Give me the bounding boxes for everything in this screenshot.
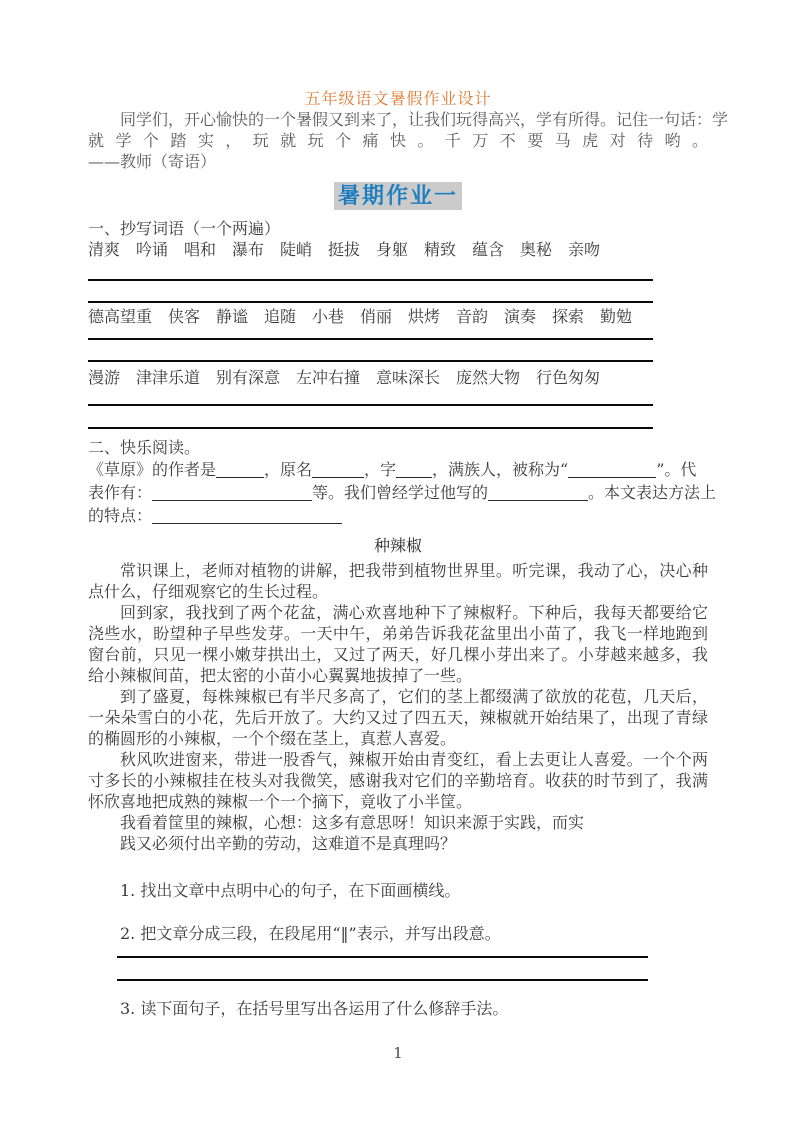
teacher-message-line-1: 同学们，开心愉快的一个暑假又到来了，让我们玩得高兴，学有所得。记住一句话：学 [120,110,729,129]
writing-line [88,281,653,303]
fill-line-3 [88,504,708,527]
blank-line [568,461,656,478]
page-number: 1 [393,1044,403,1062]
fill-text: 。本文表达方法上 [588,483,717,502]
blank-line [312,461,364,478]
part2-heading: 二、快乐阅读。 [88,438,201,457]
story-paragraph-4: 秋风吹进窗来，带进一股香气，辣椒开始由青变红，看上去更让人喜爱。一个个两寸多长的小辣椒挂在枝头对我微笑，感谢我对它们的辛勤培育。收获的时节到了，我满怀欣喜地把成熟的辣椒一个一个摘下，竟收了小半筐。 [88,750,708,811]
story-paragraph-1: 常识课上，老师对植物的讲解，把我带到植物世界里。听完课，我动了心，决心种点什么，仔细观察它的生长过程。 [88,561,708,601]
fill-text: 等。我们曾经学过他写的 [312,483,489,502]
section-heading-wrap [88,182,708,210]
blank-line [152,484,312,501]
writing-line [88,340,653,362]
blank-line [216,461,264,478]
writing-line [88,260,653,281]
writing-line [88,327,653,340]
fill-text: 表作有： [88,483,153,502]
question-3: 3. 读下面句子，在括号里写出各运用了什么修辞手法。 [120,999,509,1018]
fill-text: ，满族人，被称为“ [432,460,569,479]
part1-heading: 一、抄写词语（一个两遍） [88,219,281,238]
writing-line [88,388,653,406]
fill-text: 《草原》的作者是 [88,460,217,479]
story-body [88,560,708,854]
teacher-message-signature: ——教师（寄语） [88,152,217,171]
word-row-2: 德高望重 侠客 静谧 追随 小巷 俏丽 烘烤 音韵 演奏 探索 勤勉 [88,307,633,326]
story-paragraph-5-line-2: 践又必须付出辛勤的劳动，这难道不是真理吗？ [120,834,457,853]
fill-text: ，原名 [264,460,313,479]
word-row-1: 清爽 吟诵 唱和 瀑布 陡峭 挺拔 身躯 精致 蕴含 奥秘 亲吻 [88,240,601,259]
question-2: 2. 把文章分成三段，在段尾用“‖”表示，并写出段意。 [120,924,501,943]
fill-line-1 [88,458,708,481]
answer-line [117,944,648,958]
blank-line [152,507,342,524]
writing-line [88,406,653,429]
story-paragraph-3: 到了盛夏，每株辣椒已有半尺多高了，它们的茎上都缀满了欲放的花苞，几天后，一朵朵雪白的小花，先后开放了。大约又过了四五天，辣椒就开始结果了，出现了青绿的椭圆形的小辣椒，一个个缀在茎上，真惹人喜爱。 [88,687,708,748]
fill-text: 的特点： [88,506,153,525]
section-heading-badge: 暑期作业一 [334,182,462,210]
teacher-message-line-2: 就 学 个 踏 实 ， 玩 就 玩 个 痛 快 。 千 万 不 要 马 虎 对 待 哟 。 [88,131,708,150]
fill-text: ，字 [364,460,397,479]
fill-line-2 [88,481,717,504]
question-1: 1. 找出文章中点明中心的句子，在下面画横线。 [120,881,461,900]
teacher-message [88,109,729,172]
fill-text: ”。代 [656,460,697,479]
story-title: 种辣椒 [373,536,422,555]
answer-line [117,958,648,981]
blank-line [488,484,588,501]
story-paragraph-5-line-1: 我看着筐里的辣椒，心想：这多有意思呀！知识来源于实践，而实 [120,813,585,832]
doc-title: 五年级语文暑假作业设计 [304,89,492,108]
word-row-3: 漫游 津津乐道 别有深意 左冲右撞 意味深长 庞然大物 行色匆匆 [88,368,601,387]
story-paragraph-2: 回到家，我找到了两个花盆，满心欢喜地种下了辣椒籽。下种后，我每天都要给它浇些水，盼望种子早些发芽。一天中午，弟弟告诉我花盆里出小苗了，我飞一样地跑到窗台前，只见一棵小嫩芽拱出土，又过了两天，好几棵小芽出来了。小芽越来越多，我给小辣椒间苗，把太密的小苗小心翼翼地拔掉了一些。 [88,603,708,685]
blank-line [396,461,432,478]
